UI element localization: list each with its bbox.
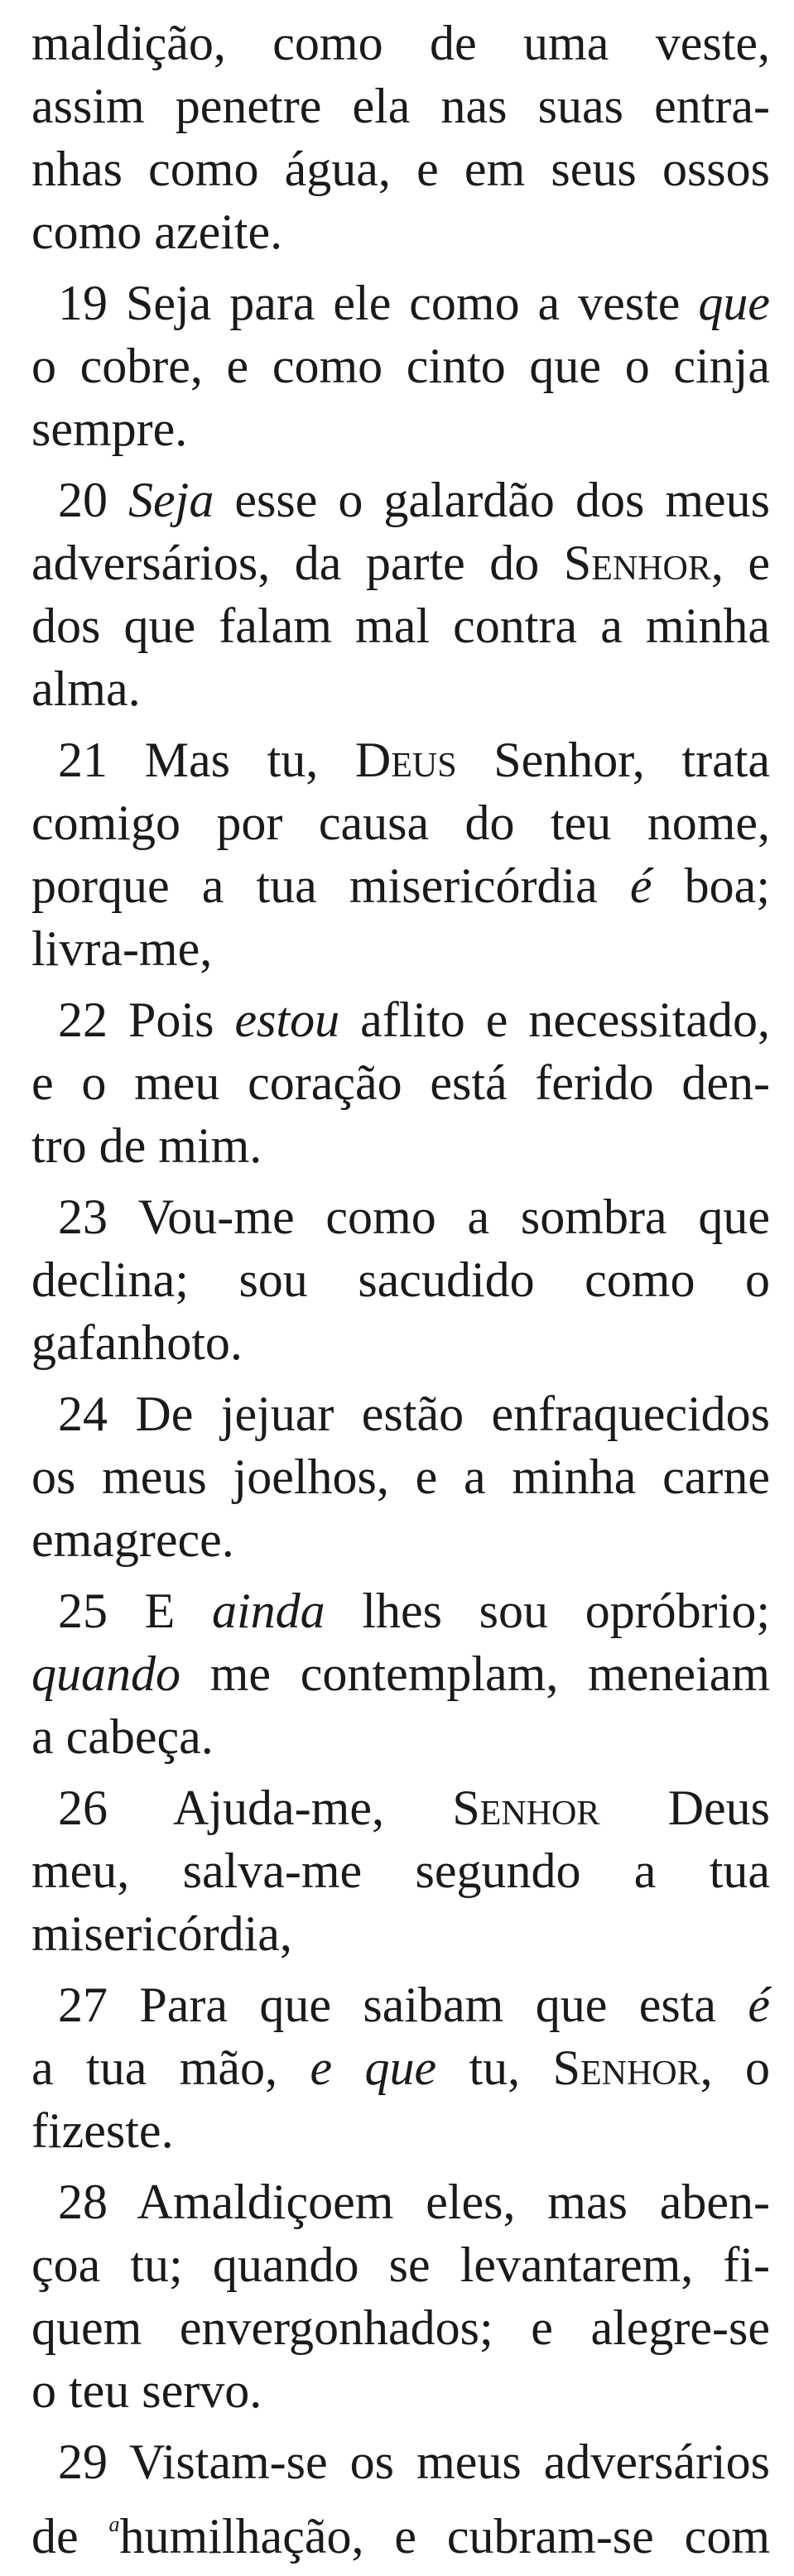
text-line: alma.: [31, 661, 141, 716]
text-line: adversários, da parte do Senhor, e: [31, 536, 771, 590]
text-line: como azeite.: [31, 204, 283, 259]
italic-word: é: [748, 1978, 770, 2032]
italic-word: quando: [31, 1646, 180, 1701]
small-caps-word: Senhor: [452, 1781, 600, 1835]
small-caps-word: Senhor: [552, 2040, 700, 2095]
footnote-marker[interactable]: a: [108, 2512, 120, 2536]
text-line: o cobre, e como cinto que o cinja: [31, 339, 770, 393]
text-line: 25 E ainda lhes sou opróbrio;: [58, 1584, 770, 1638]
text-line: meu, salva-me segundo a tua: [31, 1843, 770, 1898]
small-caps-word: Senhor: [563, 536, 711, 590]
text-line: fizeste.: [31, 2103, 174, 2158]
verse-22: [31, 988, 770, 1177]
text-line: os meus joelhos, e a minha carne: [31, 1449, 770, 1504]
text-line: çoa tu; quando se levantarem, fi-: [31, 2237, 770, 2292]
text-line: gafanhoto.: [31, 1315, 243, 1370]
text-line: 20 Seja esse o galardão dos meus: [58, 473, 770, 527]
text-line: quem envergonhados; e alegre-se: [31, 2300, 770, 2355]
small-caps-word: Deus: [354, 733, 457, 787]
text-line: de $^a$humilhação, e cubram-se com: [31, 2509, 770, 2564]
text-line: porque a tua misericórdia é boa;: [31, 858, 770, 913]
text-line: misericórdia,: [31, 1906, 292, 1961]
text-line: comigo por causa do teu nome,: [31, 795, 770, 850]
text-line: 24 De jejuar estão enfraquecidos: [58, 1387, 770, 1441]
text-line: a cabeça.: [31, 1709, 214, 1764]
scripture-page: [31, 12, 770, 2576]
text-line: assim penetre ela nas suas entra-: [31, 79, 770, 133]
text-line: 21 Mas tu, Deus Senhor, trata: [58, 733, 770, 787]
verse-28: [31, 2170, 770, 2422]
text-line: tro de mim.: [31, 1118, 262, 1173]
verse-24: [31, 1382, 770, 1571]
text-line: 29 Vistam-se os meus adversários: [58, 2434, 770, 2489]
verse-23: [31, 1185, 770, 1374]
text-line: maldição, como de uma veste,: [31, 16, 770, 70]
text-line: livra-me,: [31, 921, 213, 976]
text-line: 19 Seja para ele como a veste que: [58, 276, 770, 330]
text-line: 28 Amaldiçoem eles, mas aben-: [58, 2175, 770, 2229]
text-line: a tua mão, e que tu, Senhor, o: [31, 2040, 771, 2095]
text-line: emagrece.: [31, 1512, 234, 1567]
verse-18-continuation: [31, 12, 770, 263]
text-line: 26 Ajuda-me, Senhor Deus: [58, 1781, 771, 1835]
verse-27: [31, 1973, 770, 2162]
text-line: dos que falam mal contra a minha: [31, 598, 770, 653]
text-line: quando me contemplam, meneiam: [31, 1646, 770, 1701]
verse-25: [31, 1579, 770, 1768]
text-line: 23 Vou-me como a sombra que: [58, 1189, 770, 1244]
italic-word: é: [629, 858, 652, 913]
verse-20: [31, 469, 770, 720]
text-line: declina; sou sacudido como o: [31, 1252, 770, 1307]
italic-word: que: [698, 276, 770, 330]
text-line: nhas como água, e em seus ossos: [31, 142, 770, 196]
italic-word: estou: [234, 992, 340, 1047]
verse-29: [31, 2430, 770, 2568]
text-line: 27 Para que saibam que esta é: [58, 1978, 770, 2032]
italic-word: e que: [310, 2040, 437, 2095]
text-line: sempre.: [31, 401, 188, 456]
verse-19: [31, 272, 770, 460]
verse-26: [31, 1776, 770, 1965]
text-line: 22 Pois estou aflito e necessitado,: [58, 992, 770, 1047]
text-line: e o meu coração está ferido den-: [31, 1055, 770, 1110]
italic-word: ainda: [212, 1584, 325, 1638]
italic-word: Seja: [128, 473, 214, 527]
verse-21: [31, 728, 770, 980]
text-line: o teu servo.: [31, 2363, 262, 2418]
